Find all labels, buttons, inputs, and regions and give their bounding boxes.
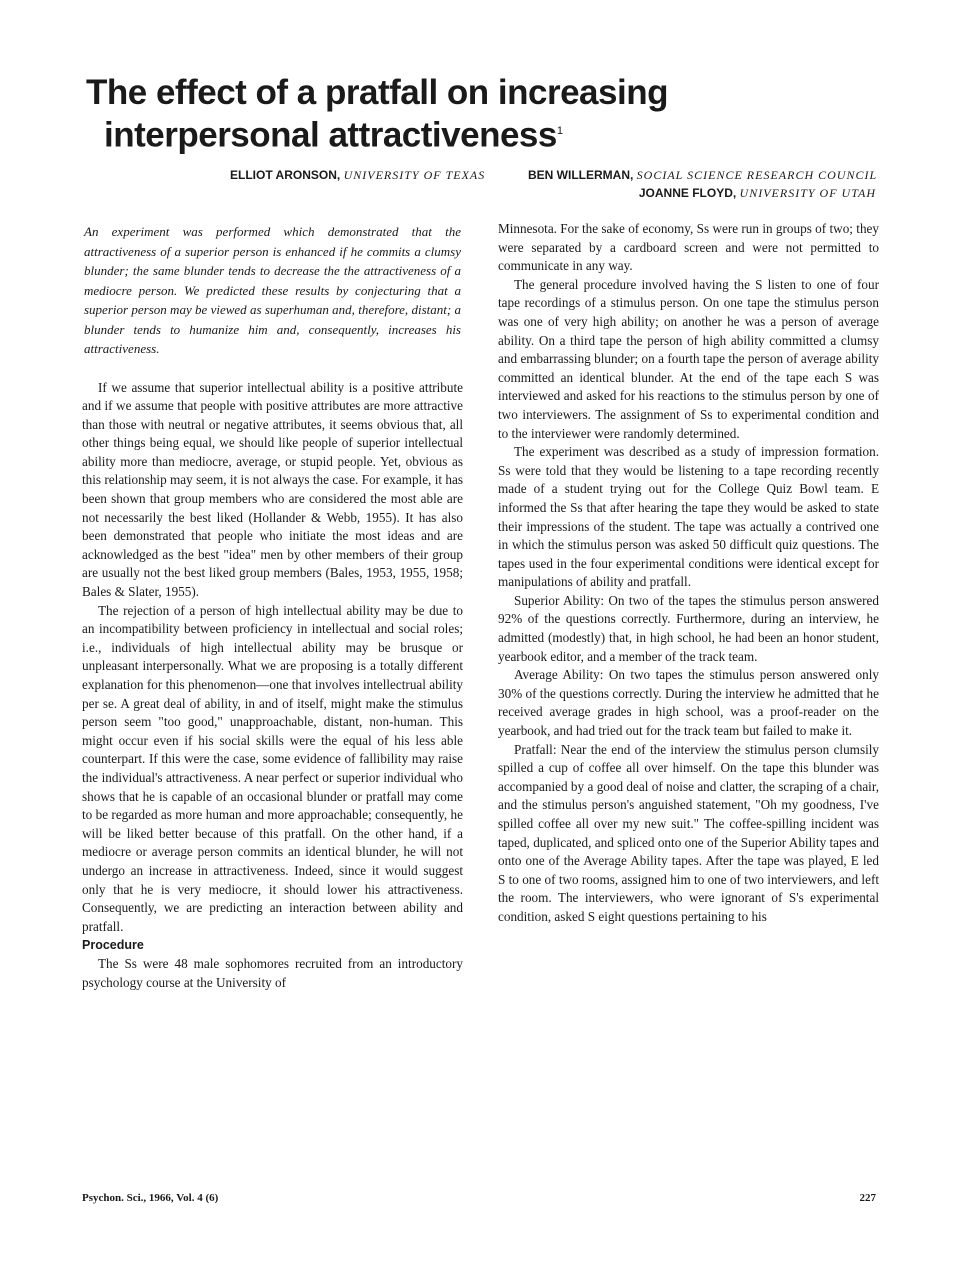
page-number: 227	[859, 1192, 876, 1204]
body-paragraph: The Ss were 48 male sophomores recruited from an introductory psychology course at the University of	[82, 955, 463, 990]
section-heading-procedure: Procedure	[82, 938, 144, 953]
author-3-affiliation: UNIVERSITY OF UTAH	[739, 186, 876, 200]
title-footnote-mark: 1	[556, 125, 563, 137]
body-paragraph: Average Ability: On two tapes the stimulus person answered only 30% of the questions correctly. During the interview he admitted that he received average grades in high school, was a proof-reader on the yearbook, and had tried out for the track team but failed to make it.	[498, 667, 879, 739]
author-1	[230, 168, 485, 183]
author-1-affiliation: UNIVERSITY OF TEXAS	[343, 168, 486, 182]
right-column	[498, 220, 879, 927]
body-paragraph: The general procedure involved having the S listen to one of four tape recordings of a stimulus person. On one tape the stimulus person was one of very high ability; on another he was a person of average ability. On a third tape the person of high ability committed a clumsy and embarrassing blunder; on a fourth tape the person of average ability committed an identical blunder. At the end of the tape each S was interviewed and asked for his reactions to the stimulus person by one of two interviewers. The assignment of Ss to experimental condition and to the interviewer were randomly determined.	[498, 276, 879, 441]
body-paragraph: Minnesota. For the sake of economy, Ss were run in groups of two; they were separated by a cardboard screen and were not permitted to communicate in any way.	[498, 221, 879, 274]
title-line-2-wrap	[86, 112, 906, 155]
author-2-affiliation: SOCIAL SCIENCE RESEARCH COUNCIL	[636, 168, 878, 182]
body-paragraph: The experiment was described as a study of impression formation. Ss were told that they would be listening to a tape recording recently made of a student trying out for the College Quiz Bowl team. E informed the Ss that after hearing the tape they would be asked to state their impressions of the student. The tape was actually a contrived one in which the stimulus person was asked 50 difficult quiz questions. The tapes used in the four experimental conditions were identical except for manipulations of ability and pratfall.	[498, 444, 879, 590]
body-paragraph: Superior Ability: On two of the tapes the stimulus person answered 92% of the questions correctly. Furthermore, during an interview, he admitted (modestly) that, in high school, he had been an honor student, yearbook editor, and a member of the track team.	[498, 592, 879, 664]
body-paragraph: The rejection of a person of high intellectual ability may be due to an incompatibility between proficiency in intellectual and social roles; i.e., individuals of high intellectual ability may be brusque or unpleasant interpersonally. What we are proposing is a totally different explanation for this phenomenon—one that involves intellectrual ability per se. A great deal of ability, in and of itself, might make the stimulus person seem "too good," unapproachable, distant, non-human. This might occur even if his social skills were the equal of his less able counterpart. If this were the case, some evidence of fallibility may raise the individual's attractiveness. A near perfect or superior individual who shows that he is capable of an occasional blunder or pratfall may come to be regarded as more human and more approachable; consequently, he will be liked better because of this pratfall. On the other hand, if a mediocre or average person commits an identical blunder, he will not undergo an increase in attractiveness. Indeed, since it would suggest only that he is very mediocre, it should lower his attractiveness. Consequently, we are predicting an interaction between ability and pratfall.	[82, 602, 463, 934]
author-1-name: ELLIOT ARONSON,	[230, 168, 341, 182]
title-line-1: The effect of a pratfall on increasing	[86, 73, 668, 112]
body-paragraph: If we assume that superior intellectual ability is a positive attribute and if we assume that people with positive attributes are more attractive than those with neutral or negative attributes, it seems obvious that, all other things being equal, we should like people of superior intellectual ability more than mediocre, average, or stupid people. Yet, obvious as this relationship may seem, it is not always the case. For example, it has been shown that group members who are considered the most able are not necessarily the best liked (Hollander & Webb, 1955). It has also been demonstrated that people who initiate the most ideas and are acknowledged as the best "idea" men by other members of their group are usually not the best liked group members (Bales, 1953, 1955, 1958; Bales & Slater, 1955).	[82, 379, 463, 600]
author-2-name: BEN WILLERMAN,	[528, 168, 634, 182]
journal-citation: Psychon. Sci., 1966, Vol. 4 (6)	[82, 1192, 219, 1204]
author-3-name: JOANNE FLOYD,	[638, 186, 737, 200]
left-column	[82, 222, 463, 992]
abstract: An experiment was performed which demonstrated that the attractiveness of a superior person is enhanced if he commits a clumsy blunder; the same blunder tends to decrease the the attractiveness of a mediocre person. We predicted these results by conjecturing that a superior person may be viewed as superhuman and, therefore, distant; a blunder tends to humanize him and, consequently, increases his attractiveness.	[84, 224, 461, 356]
author-3	[639, 186, 876, 201]
body-paragraph: Pratfall: Near the end of the interview the stimulus person clumsily spilled a cup of coffee all over himself. On the tape this blunder was accompanied by a good deal of noise and clatter, the scraping of a chair, and the stimulus person's anguished statement, "Oh my goodness, I've spilled coffee all over my new suit." The coffee-spilling incident was taped, duplicated, and spliced onto one of the Superior Ability tapes and onto one of the Average Ability tapes. After the tape was played, E led S to one of two rooms, assigned him to one of two interviewers, and left the room. The interviewers, who were ignorant of S's experimental condition, asked S eight questions pertaining to his	[498, 741, 879, 924]
author-2	[528, 168, 877, 183]
title-line-2: interpersonal attractiveness	[104, 115, 557, 155]
paper-title	[86, 74, 906, 155]
